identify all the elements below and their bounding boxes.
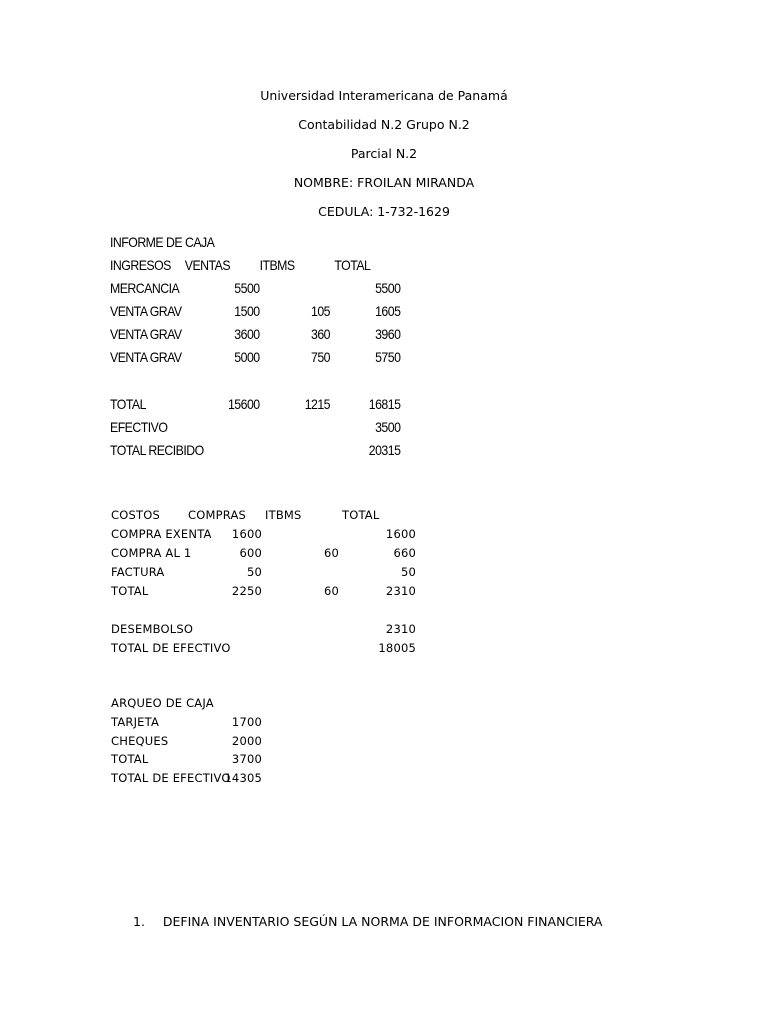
ventas-value: 1500 (234, 303, 260, 319)
row-label: DESEMBOLSO (111, 622, 194, 636)
total-value: 3960 (375, 326, 401, 342)
recibido-value: 20315 (368, 442, 401, 458)
row-label: VENTA GRAV (110, 326, 182, 342)
compras-value: 1600 (231, 527, 262, 541)
ventas-value: 3600 (234, 326, 260, 342)
row-label: MERCANCIA (110, 280, 180, 296)
costs-table (111, 508, 421, 658)
column-header: COSTOS (111, 508, 160, 522)
ventas-total: 15600 (227, 396, 260, 412)
compras-value: 50 (246, 565, 262, 579)
row-label: EFECTIVO (110, 419, 168, 435)
desembolso-value: 2310 (385, 622, 416, 636)
course-title: Contabilidad N.2 Grupo N.2 (298, 117, 470, 132)
row-label: TOTAL DE EFECTIVO (111, 641, 231, 655)
compras-value: 600 (239, 546, 262, 560)
question-item (133, 914, 602, 929)
row-label: COMPRA AL 1 (111, 546, 192, 560)
total-value: 5500 (375, 280, 401, 296)
row-label: VENTA GRAV (110, 349, 182, 365)
total-value: 2310 (385, 584, 416, 598)
row-label: TOTAL (110, 396, 146, 412)
itbms-value: 750 (311, 349, 330, 365)
exam-title: Parcial N.2 (350, 146, 418, 161)
total-efectivo-value: 18005 (378, 641, 416, 655)
cash-report-table (110, 234, 409, 474)
total-value: 1605 (375, 303, 401, 319)
row-label: TOTAL DE EFECTIVO (111, 771, 231, 785)
column-header: TOTAL (342, 508, 380, 522)
grand-total: 16815 (368, 396, 401, 412)
column-header: TOTAL (334, 257, 371, 273)
row-label: FACTURA (111, 565, 165, 579)
efectivo-value: 3500 (375, 419, 401, 435)
row-label: CHEQUES (111, 734, 169, 748)
cash-count-title: ARQUEO DE CAJA (111, 696, 214, 710)
ventas-value: 5000 (234, 349, 260, 365)
row-label: TOTAL (111, 752, 149, 766)
row-value: 14305 (224, 771, 262, 785)
column-header: ITBMS (265, 508, 302, 522)
cash-count-table (111, 696, 311, 796)
ventas-value: 5500 (234, 280, 260, 296)
row-value: 2000 (231, 734, 262, 748)
itbms-value: 360 (311, 326, 330, 342)
total-value: 660 (393, 546, 416, 560)
column-header: VENTAS (184, 257, 231, 273)
itbms-value: 60 (323, 546, 339, 560)
student-name: NOMBRE: FROILAN MIRANDA (293, 175, 475, 190)
itbms-value: 60 (323, 584, 339, 598)
row-label: COMPRA EXENTA (111, 527, 212, 541)
total-value: 50 (400, 565, 416, 579)
itbms-total: 1215 (304, 396, 330, 412)
student-id: CEDULA: 1-732-1629 (318, 204, 450, 219)
university-title: Universidad Interamericana de Panamá (260, 88, 508, 103)
total-value: 5750 (375, 349, 401, 365)
itbms-value: 105 (311, 303, 330, 319)
column-header: COMPRAS (188, 508, 247, 522)
total-value: 1600 (385, 527, 416, 541)
row-value: 3700 (231, 752, 262, 766)
row-label: TOTAL RECIBIDO (110, 442, 204, 458)
question-number: 1. (133, 914, 145, 929)
compras-value: 2250 (231, 584, 262, 598)
row-label: TOTAL (111, 584, 149, 598)
row-label: VENTA GRAV (110, 303, 182, 319)
question-text: DEFINA INVENTARIO SEGÚN LA NORMA DE INFORMACION FINANCIERA (162, 914, 603, 929)
row-label: TARJETA (111, 715, 160, 729)
row-value: 1700 (231, 715, 262, 729)
cash-report-title: INFORME DE CAJA (110, 234, 215, 250)
column-header: INGRESOS (110, 257, 171, 273)
column-header: ITBMS (259, 257, 295, 273)
